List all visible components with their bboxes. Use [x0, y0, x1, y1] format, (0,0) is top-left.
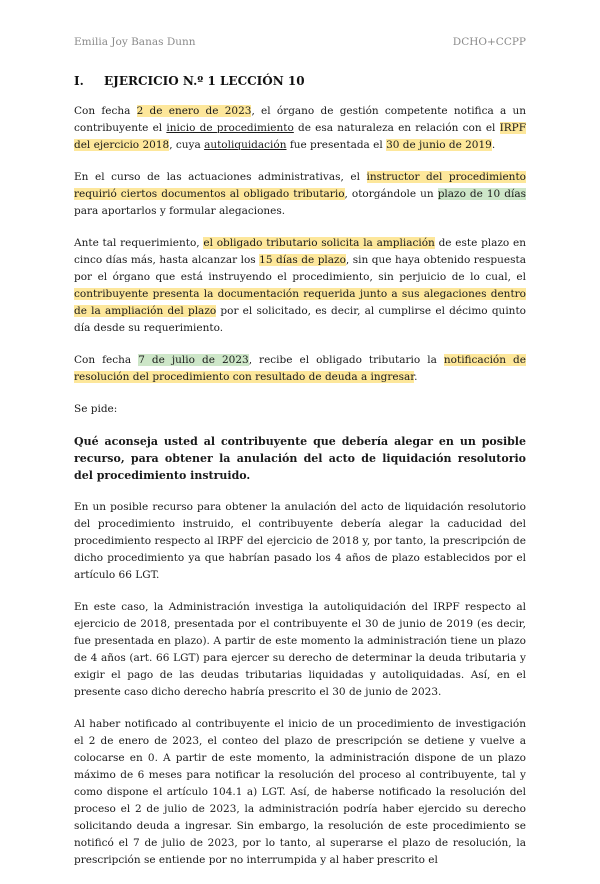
underlined-term: autoliquidación — [204, 139, 287, 151]
text-span: . — [414, 371, 418, 383]
text-span: de este plazo en cinco días más, hasta alcanzar los — [74, 237, 526, 266]
paragraph-answer-1: En un posible recurso para obtener la anulación del acto de liquidación resolutorio del procedimiento instruido, el contribuyente debería alegar la caducidad del procedimiento respecto al IRPF del ejercicio de 2018 y, por tanto, la prescripción de dicho procedimiento ya que habrían pasado los 4 años de plazo establecidos por el artículo 66 LGT. — [74, 501, 526, 581]
question: Qué aconseja usted al contribuyente que debería alegar en un posible recurso, para obtener la anulación del acto de liquidación resolutorio del procedimiento instruido. — [74, 435, 526, 482]
text-span: , cuya — [169, 139, 205, 151]
paragraph-answer-3: Al haber notificado al contribuyente el inicio de un procedimiento de investigación el 2 de enero de 2023, el conteo del plazo de prescripción se detiene y vuelve a colocarse en 0. A partir de este momento, la administración dispone de un plazo máximo de 6 meses para notificar la resolución del proceso al contribuyente, tal y como dispone el artículo 104.1 a) LGT. Así, de haberse notificado la resolución del proceso el 2 de julio de 2023, la administración podría haber ejercido su derecho solicitando deuda a ingresar. Sin embargo, la resolución de este procedimiento se notificó el 7 de julio de 2023, por lo tanto, al superarse el plazo de resolución, la prescripción se entiende por no interrumpida y al haber prescrito el — [74, 718, 526, 866]
document-body — [74, 103, 526, 884]
paragraph-4 — [74, 352, 526, 386]
highlight-instructor: instructor del procedimiento requirió ciertos documentos al obligado tributario — [74, 171, 526, 200]
paragraph-2 — [74, 169, 526, 220]
highlight-10-days: plazo de 10 días — [437, 188, 526, 200]
text-span: Con fecha — [74, 354, 139, 366]
text-span: , el órgano de gestión competente notifica a un contribuyente el — [74, 105, 526, 134]
highlight-15-days: 15 días de plazo — [259, 254, 346, 266]
header-course: DCHO+CCPP — [452, 36, 526, 48]
text-span: por el solicitado, es decir, al cumplirse el décimo quinto día desde su requerimiento. — [74, 305, 526, 334]
text-span: de esa naturaleza en relación con el — [293, 122, 500, 134]
highlight-date-start: 2 de enero de 2023 — [136, 105, 252, 117]
section-number: I. — [74, 74, 84, 88]
highlight-documentation: contribuyente presenta la documentación requerida junto a sus alegaciones dentro de la ampliación del plazo — [74, 288, 526, 317]
text-span: para aportarlos y formular alegaciones. — [74, 205, 286, 217]
paragraph-answer-2: En este caso, la Administración investiga la autoliquidación del IRPF respecto al ejercicio de 2018, presentada por el contribuyente el 30 de junio de 2019 (es decir, fue presentada en plazo). A partir de este momento la administración tiene un plazo de 4 años (art. 66 LGT) para ejercer su derecho de determinar la deuda tributaria y exigir el pago de las deudas tributarias liquidadas y autoliquidadas. Así, en el presente caso dicho derecho habría prescrito el 30 de junio de 2023. — [74, 601, 526, 698]
paragraph-1 — [74, 103, 526, 154]
text-span: , recibe el obligado tributario la — [248, 354, 444, 366]
underlined-term: inicio de procedimiento — [166, 122, 294, 134]
section-title-text: EJERCICIO N.º 1 LECCIÓN 10 — [104, 74, 305, 88]
header-author: Emilia Joy Banas Dunn — [74, 36, 196, 48]
section-title — [74, 74, 305, 88]
text-span: , otorgándole un — [344, 188, 438, 200]
text-span: fue presentada el — [286, 139, 387, 151]
highlight-resolution: notificación de resolución del procedimiento con resultado de deuda a ingresar — [74, 354, 526, 383]
text-span: , sin que haya obtenido respuesta por el órgano que está instruyendo el procedimiento, sin perjuicio de lo cual, el — [74, 254, 526, 283]
highlight-extension: el obligado tributario solicita la ampliación — [203, 237, 435, 249]
text-span: Ante tal requerimiento, — [74, 237, 204, 249]
text-span: En el curso de las actuaciones administrativas, el — [74, 171, 367, 183]
highlight-date-filing: 30 de junio de 2019 — [386, 139, 492, 151]
text-span: . — [491, 139, 496, 151]
highlight-date-notification: 7 de julio de 2023 — [138, 354, 249, 366]
paragraph-3 — [74, 235, 526, 337]
text-span: Con fecha — [74, 105, 137, 117]
highlight-irpf: IRPF del ejercicio 2018 — [74, 122, 526, 151]
paragraph-se-pide: Se pide: — [74, 403, 118, 415]
